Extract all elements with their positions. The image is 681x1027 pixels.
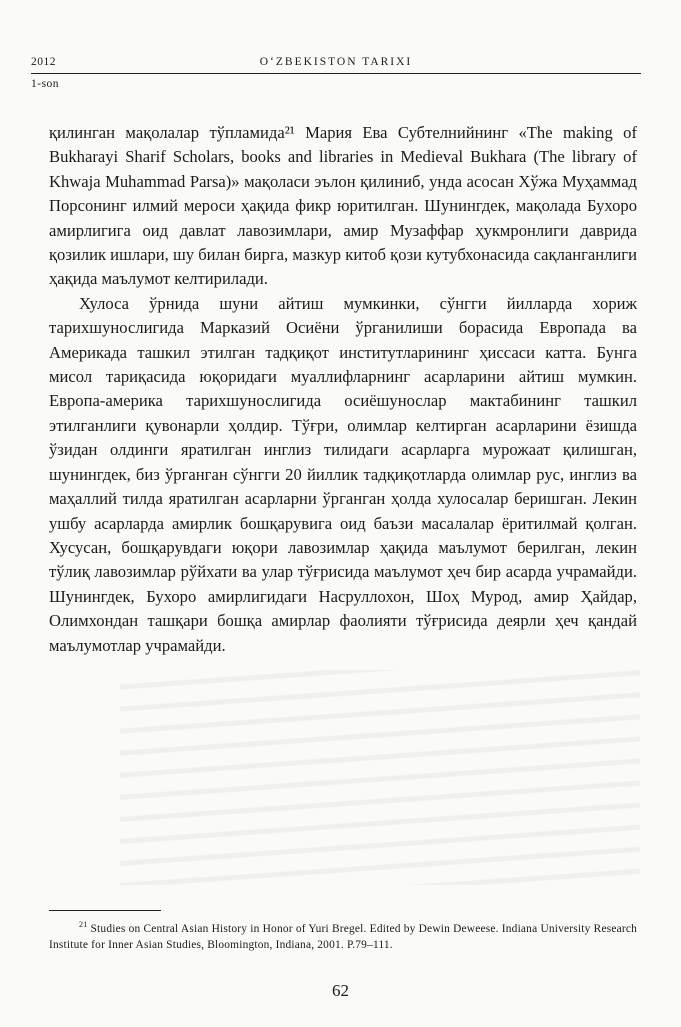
header-year: 2012 (31, 56, 56, 68)
running-header (31, 56, 641, 71)
footnote-marker: 21 (79, 920, 88, 929)
header-rule (31, 73, 641, 74)
footnote-rule (49, 910, 161, 911)
body-paragraph: қилинган мақолалар тўпламида²¹ Мария Ева Субтелнийнинг «The making of Bukharayi Sharif Scholars, books and libraries in Medieval Bukhara (The library of Khwaja Muhammad Parsa)» мақоласи эълон қилиниб, унда асосан Хўжа Муҳаммад Порсонинг илмий мероси ҳақида фикр юритилган. Шунингдек, мақолада Бухоро амирлигига оид давлат лавозимлари, амир Музаффар ҳукмронлиги даврида қозилик ишлари, шу билан бирга, мазкур китоб қози кутубхонасида сақланганлиги ҳақида маълумот келтирилади. (49, 123, 637, 289)
issue-label: 1-son (31, 78, 60, 90)
header-journal-title: O‘ZBEKISTON TARIXI (259, 56, 413, 68)
footnote (49, 917, 637, 953)
page-number: 62 (332, 981, 349, 1000)
body-text (49, 121, 637, 658)
footnote-text: Studies on Central Asian History in Honor of Yuri Bregel. Edited by Dewin Deweese. Indiana University Research Institute for Inner Asian Studies, Bloomington, Indiana, 2001. P.79–111. (49, 922, 637, 951)
bleed-through-texture (120, 670, 640, 885)
body-paragraph: Хулоса ўрнида шуни айтиш мумкинки, сўнгги йилларда хориж тарихшунослигида Марказий Осиёни ўрганилиши борасида Европада ва Америкада ташкил этилган тадқиқот институтларининг ҳиссаси катта. Бунга мисол тариқасида юқоридаги муаллифларнинг асарларини айтиш мумкин. Европа-америка тарихшунослигида осиёшунослар мактабининг ташкил этилганлиги қувонарли ҳолдир. Тўғри, олимлар келтирган асарларини ёзишда ўзидан олдинги яратилган инглиз тилидаги асарларга мурожаат қилишган, шунингдек, биз ўрганган сўнгги 20 йиллик тадқиқотларда олимлар рус, инглиз ва маҳаллий тилда яратилган асарларни ўрганган ҳолда хулосалар беришган. Лекин ушбу асарларда амирлик бошқарувига оид баъзи масалалар ёритилмай қолган. Хусусан, бошқарувдаги юқори лавозимлар ҳақида маълумот берилган, лекин тўлиқ лавозимлар рўйхати ва улар тўғрисида маълумот ҳеч бир асарда учрамайди. Шунингдек, Бухоро амирлигидаги Насруллохон, Шоҳ Мурод, амир Ҳайдар, Олимхондан ташқари бошқа амирлар фаолияти тўғрисида деярли ҳеч қандай маълумотлар учрамайди. (49, 293, 637, 655)
